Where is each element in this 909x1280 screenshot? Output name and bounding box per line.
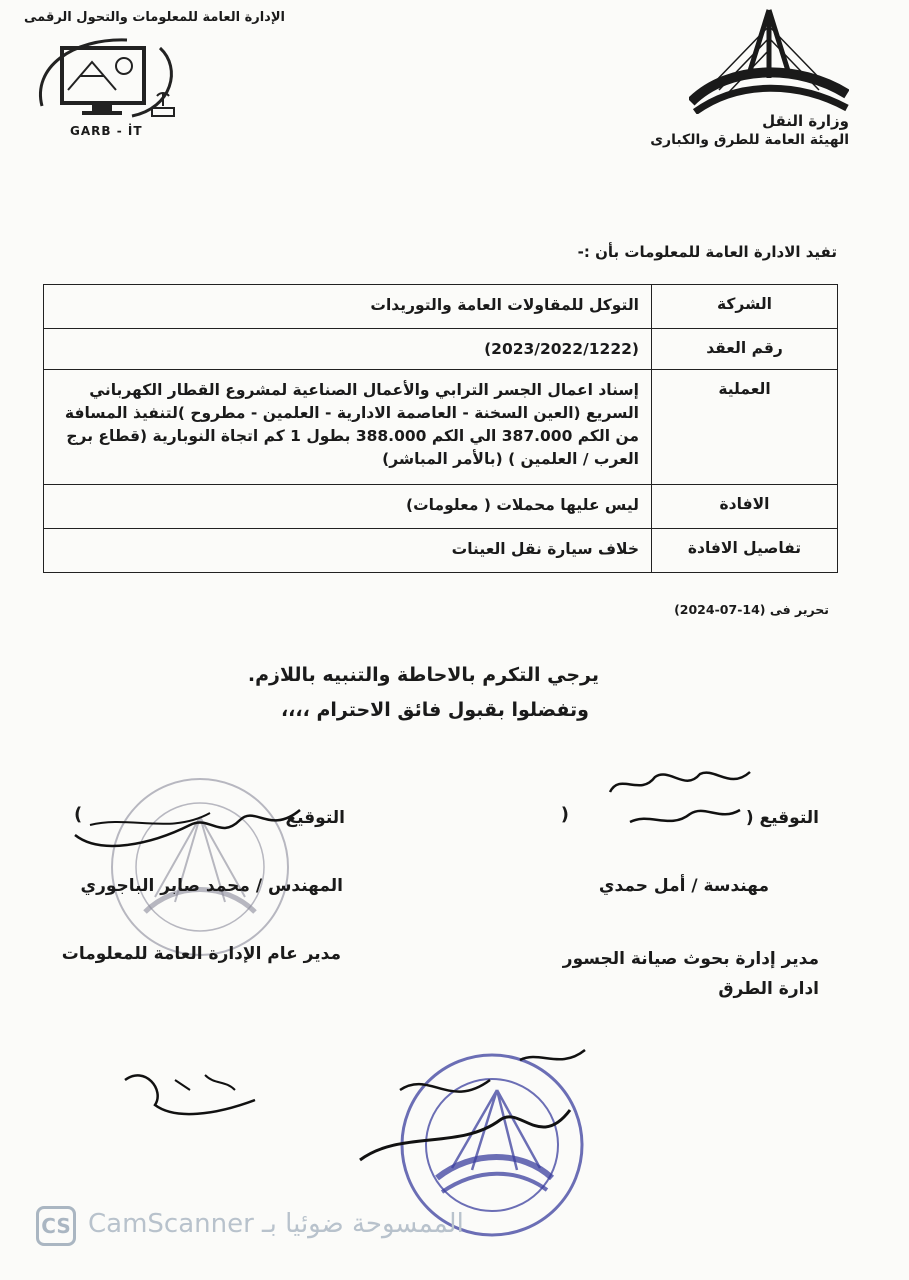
signature-label-right: التوقيع ( [745, 808, 819, 828]
row-value: ليس عليها محملات ( معلومات) [44, 485, 652, 529]
row-label: الشركة [652, 285, 838, 329]
engineer-name-right: مهندسة / أمل حمدي [598, 876, 769, 896]
row-value: إسناد اعمال الجسر الترابي والأعمال الصناعية لمشروع القطار الكهرباني السريع (العين السخنة - العاصمة الادارية - العلمين - مطروح )لتنفيذ المسافة من الكم 387.000 الي الكم 388.000 بطول 1 كم اتجاة النوبارية (قطاع برج العرب / العلمين ) (بالأمر المباشر) [44, 370, 652, 485]
handwritten-note-right [600, 762, 770, 842]
table-row [44, 329, 838, 370]
ministry-logo [650, 4, 849, 154]
bridge-logo-icon [689, 4, 849, 114]
table-row [44, 285, 838, 329]
signatory-title-right: مدير إدارة بحوث صيانة الجسور ادارة الطرق [562, 949, 819, 999]
info-table [43, 284, 838, 573]
camscanner-icon: CS [36, 1206, 76, 1246]
monitor-bridge-icon [32, 28, 182, 128]
signature-label-left: التوقيع [285, 808, 345, 828]
it-department-logo [10, 4, 285, 144]
signatory-title-left: مدير عام الإدارة العامة للمعلومات [61, 944, 341, 964]
closing-line-1: يرجي التكرم بالاحاطة والتنبيه باللازم. [247, 664, 599, 686]
row-label: رقم العقد [652, 329, 838, 370]
handwritten-signature-bottom [340, 1030, 600, 1190]
row-value: (2023/2022/1222) [44, 329, 652, 370]
table-row [44, 485, 838, 529]
intro-text: تفيد الادارة العامة للمعلومات بأن :- [577, 243, 837, 261]
row-label: الافادة [652, 485, 838, 529]
closing-line-2: وتفضلوا بقبول فائق الاحترام ،،،، [280, 699, 589, 721]
row-value: التوكل للمقاولات العامة والتوريدات [44, 285, 652, 329]
it-department-name: الإدارة العامة للمعلومات والتحول الرقمى [23, 10, 285, 25]
camscanner-text: الممسوحة ضوئيا بـ CamScanner [88, 1209, 464, 1239]
engineer-name-left: المهندس / محمد صابر الباجوري [80, 876, 343, 896]
table-row [44, 529, 838, 573]
row-label: العملية [652, 370, 838, 485]
issue-date: تحرير فى (14-07-2024) [674, 602, 829, 617]
it-short-name: GARB - İT [70, 124, 143, 138]
row-value: خلاف سيارة نقل العينات [44, 529, 652, 573]
signature-paren-right: ) [560, 804, 569, 825]
handwritten-mark-bottom-left [115, 1060, 275, 1130]
row-label: تفاصيل الافادة [652, 529, 838, 573]
signature-paren-left: ( [74, 804, 83, 825]
ministry-name: وزارة النقل [762, 112, 849, 130]
authority-name: الهيئة العامة للطرق والكبارى [650, 132, 849, 148]
table-row [44, 370, 838, 485]
